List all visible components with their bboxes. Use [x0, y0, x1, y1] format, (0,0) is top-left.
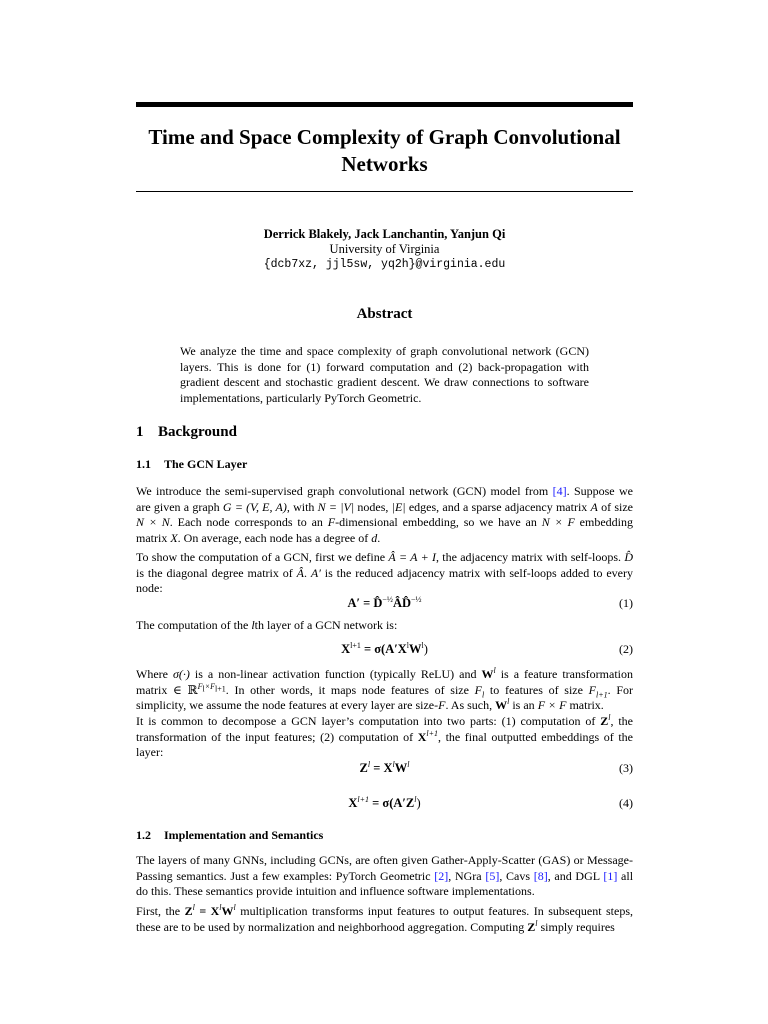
subsection-heading-implementation: [136, 828, 323, 843]
paragraph-gcn-intro: We introduce the semi-supervised graph convolutional network (GCN) model from [4]. Suppose we are given a graph G = (V, E, A), with N = |V| nodes, |E| edges, and a sparse adjacency matrix A of size N × N. Each node corresponds to an F-dimensional embedding, so we have an N × F embedding matrix X. On average, each node has a degree of d.: [136, 484, 634, 545]
equation-2: $X^{l+1} = \sigma(A'X^lW^l)$ (2): [341, 640, 633, 656]
paragraph-layer-computation: The computation of the lth layer of a GCN network is:: [136, 618, 398, 632]
equation-number: (4): [619, 796, 633, 810]
paragraph-adjacency-definition: To show the computation of a GCN, first we define Â = A + I, the adjacency matrix with self-loops. D̂ is the diagonal degree matrix of Â. A′ is the reduced adjacency matrix with self-loops added to every node:: [136, 550, 634, 595]
abstract-heading: Abstract: [356, 306, 413, 322]
equation-1: A′ = D̂$^{-\frac{1}{2}}$ÂD̂$^{-\frac{1}{2}}$ (1): [347, 594, 633, 610]
equation-number: (3): [619, 761, 633, 775]
subsection-heading-gcn-layer: [136, 457, 247, 472]
equation-3: $Z^l = X^lW^l$ (3): [359, 759, 633, 775]
equation-number: (2): [619, 642, 633, 656]
citation-link[interactable]: [2]: [434, 868, 449, 883]
subsection-number: 1.1: [136, 457, 151, 471]
citation-link[interactable]: [1]: [603, 868, 618, 883]
abstract-text: We analyze the time and space complexity of graph convolutional network (GCN) layers. This is done for (1) forward computation and (2) back-propagation with gradient descent and stochastic gradient descent. We draw connections to software implementations, particularly PyTorch Geometric.: [180, 344, 589, 405]
subsection-title: The GCN Layer: [164, 457, 248, 471]
subsection-title: Implementation and Semantics: [164, 828, 324, 842]
title-bottom-rule: [136, 191, 633, 192]
paragraph-gas-semantics: The layers of many GNNs, including GCNs, are often given Gather-Apply-Scatter (GAS) or Message-Passing semantics. Just a few examples: PyTorch Geometric [2], NGra [5], Cavs [8], and DGL [1] all do this. These semantics provide intuition and influence software implementations.: [136, 853, 634, 898]
author-email: {dcb7xz, jjl5sw, yq2h}@virginia.edu: [263, 258, 506, 271]
paper-title: Time and Space Complexity of Graph Convolutional Networks: [148, 125, 621, 176]
author-names: Derrick Blakely, Jack Lanchantin, Yanjun Qi: [263, 227, 506, 241]
section-number: 1: [136, 424, 144, 440]
citation-link[interactable]: [4]: [552, 484, 567, 498]
title-top-rule: [136, 102, 633, 107]
subsection-number: 1.2: [136, 828, 151, 842]
section-title: Background: [158, 424, 237, 440]
paragraph-activation-function: Where σ(·) is a non-linear activation function (typically ReLU) and $W^l$ is a feature transformation matrix ∈ ℝ$^{F_l\times F_{l+1}}$. In other words, it maps node features of size $F_l$ to features of size $F_{l+1}$. For simplicity, we assume the node features at every layer are size-F. As such, $W^l$ is an F × F matrix.: [136, 666, 633, 712]
paragraph-decomposition: It is common to decompose a GCN layer’s computation into two parts: (1) computation of $Z^l$, the transformation of the input features; (2) computation of $X^{l+1}$, the final outputted embeddings of the layer:: [136, 713, 634, 759]
paragraph-feature-transformation: First, the $Z^l = X^lW^l$ multiplication transforms input features to output features. In subsequent steps, these are to be used by normalization and neighborhood aggregation. Computing $Z^l$ simply requires: [136, 903, 633, 934]
author-block: [136, 227, 633, 272]
citation-link[interactable]: [8]: [533, 868, 548, 883]
citation-link[interactable]: [5]: [485, 868, 500, 883]
section-heading-background: [136, 424, 237, 441]
author-affiliation: University of Virginia: [329, 242, 440, 256]
equation-number: (1): [619, 596, 633, 610]
equation-4: $X^{l+1} = \sigma(A'Z^l)$ (4): [348, 794, 633, 810]
